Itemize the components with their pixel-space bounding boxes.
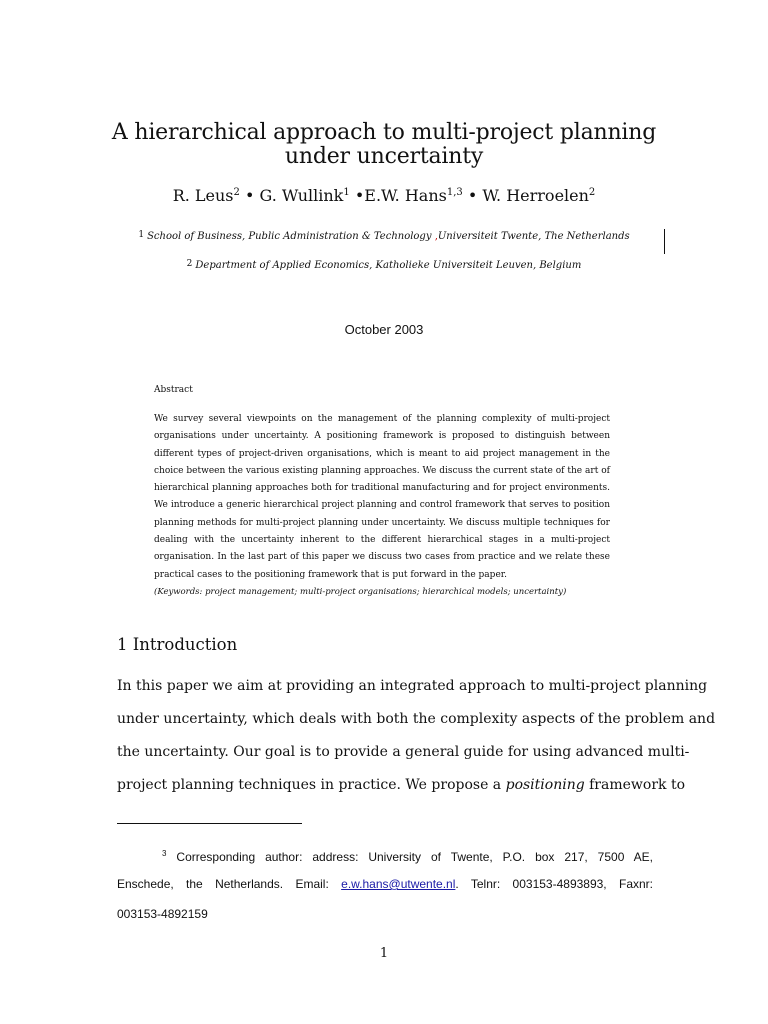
author-affiliation-sup: 2 (233, 187, 240, 198)
footnote-separator (117, 823, 302, 824)
body-line (117, 769, 685, 802)
abstract-line: practical cases to the positioning framework that is put forward in the paper. (154, 569, 507, 580)
footnote-text: Corresponding author: address: University of Twente, P.O. box 217, 7500 AE, (176, 850, 653, 864)
body-line: under uncertainty, which deals with both the complexity aspects of the problem and (117, 711, 716, 727)
abstract-keywords: (Keywords: project management; multi-project organisations; hierarchical models; uncertainty) (154, 586, 567, 597)
author-separator: • (467, 186, 478, 205)
author-affiliation-sup: 1,3 (446, 187, 463, 198)
affiliation-text: Department of Applied Economics, Katholieke Universiteit Leuven, Belgium (195, 260, 582, 271)
footnote-text: Enschede, the Netherlands. Email: (117, 877, 342, 891)
paper-title-line-1: A hierarchical approach to multi-project planning (111, 120, 657, 145)
affiliation-number: 1 (138, 230, 145, 240)
footnote (117, 839, 653, 929)
affiliation-separator: , (434, 231, 438, 242)
footnote-line (117, 839, 653, 869)
author-separator: • (354, 186, 365, 205)
footnote-text: . Telnr: 003153-4893893, Faxnr: (455, 877, 653, 891)
paper-date: October 2003 (344, 322, 424, 337)
emphasis-text: positioning (505, 777, 585, 793)
abstract-line: different types of project-driven organisations, which is meant to aid project management in the (154, 448, 610, 459)
body-line: the uncertainty. Our goal is to provide a general guide for using advanced multi- (117, 744, 690, 760)
author-affiliation-sup: 2 (588, 187, 596, 198)
author-name: E.W. Hans (364, 186, 447, 205)
page-number: 1 (379, 946, 389, 961)
footnote-line (117, 869, 653, 899)
affiliation-number: 2 (186, 259, 193, 269)
abstract-line: We introduce a generic hierarchical project planning and control framework that serves to position (154, 500, 610, 511)
abstract-line: We survey several viewpoints on the management of the planning complexity of multi-project (154, 414, 610, 424)
affiliation-university: Universiteit Twente, The Netherlands (437, 231, 630, 242)
abstract-line: organisation. In the last part of this paper we discuss two cases from practice and we relate these (154, 552, 610, 563)
section-body (117, 670, 716, 802)
email-link[interactable]: e.w.hans@utwente.nl (341, 877, 456, 891)
affiliation-text: School of Business, Public Administration & Technology (147, 231, 432, 242)
author-name: W. Herroelen (482, 186, 589, 205)
author-list (0, 186, 768, 205)
footnote-line: 003153-4892159 (117, 907, 208, 921)
text-cursor (664, 229, 665, 254)
body-line: In this paper we aim at providing an integrated approach to multi-project planning (117, 678, 708, 694)
paper-title (0, 121, 768, 169)
abstract-body (154, 411, 610, 601)
author-separator: • (244, 186, 255, 205)
affiliation-2 (0, 259, 768, 271)
abstract-line: hierarchical planning approaches both for traditional manufacturing and for project environments. (154, 483, 610, 494)
affiliation-1 (0, 230, 768, 242)
section-heading: 1 Introduction (117, 635, 238, 654)
author-name: R. Leus (172, 186, 234, 205)
abstract-heading: Abstract (154, 385, 193, 395)
body-text-segment: project planning techniques in practice. We propose a (117, 777, 506, 793)
paper-title-line-2: under uncertainty (284, 144, 484, 169)
abstract-line: choice between the various existing planning approaches. We discuss the current state of the art of (154, 465, 610, 476)
abstract-line: dealing with the uncertainty inherent to the different hierarchical stages in a multi-project (154, 535, 610, 546)
abstract-line: organisations under uncertainty. A positioning framework is proposed to distinguish between (154, 431, 610, 442)
footnote-marker: 3 (162, 849, 167, 858)
author-affiliation-sup: 1 (343, 187, 350, 198)
author-name: G. Wullink (259, 186, 344, 205)
body-text-segment: framework to (584, 777, 685, 793)
abstract-line: planning methods for multi-project planning under uncertainty. We discuss multiple techniques for (154, 517, 610, 528)
